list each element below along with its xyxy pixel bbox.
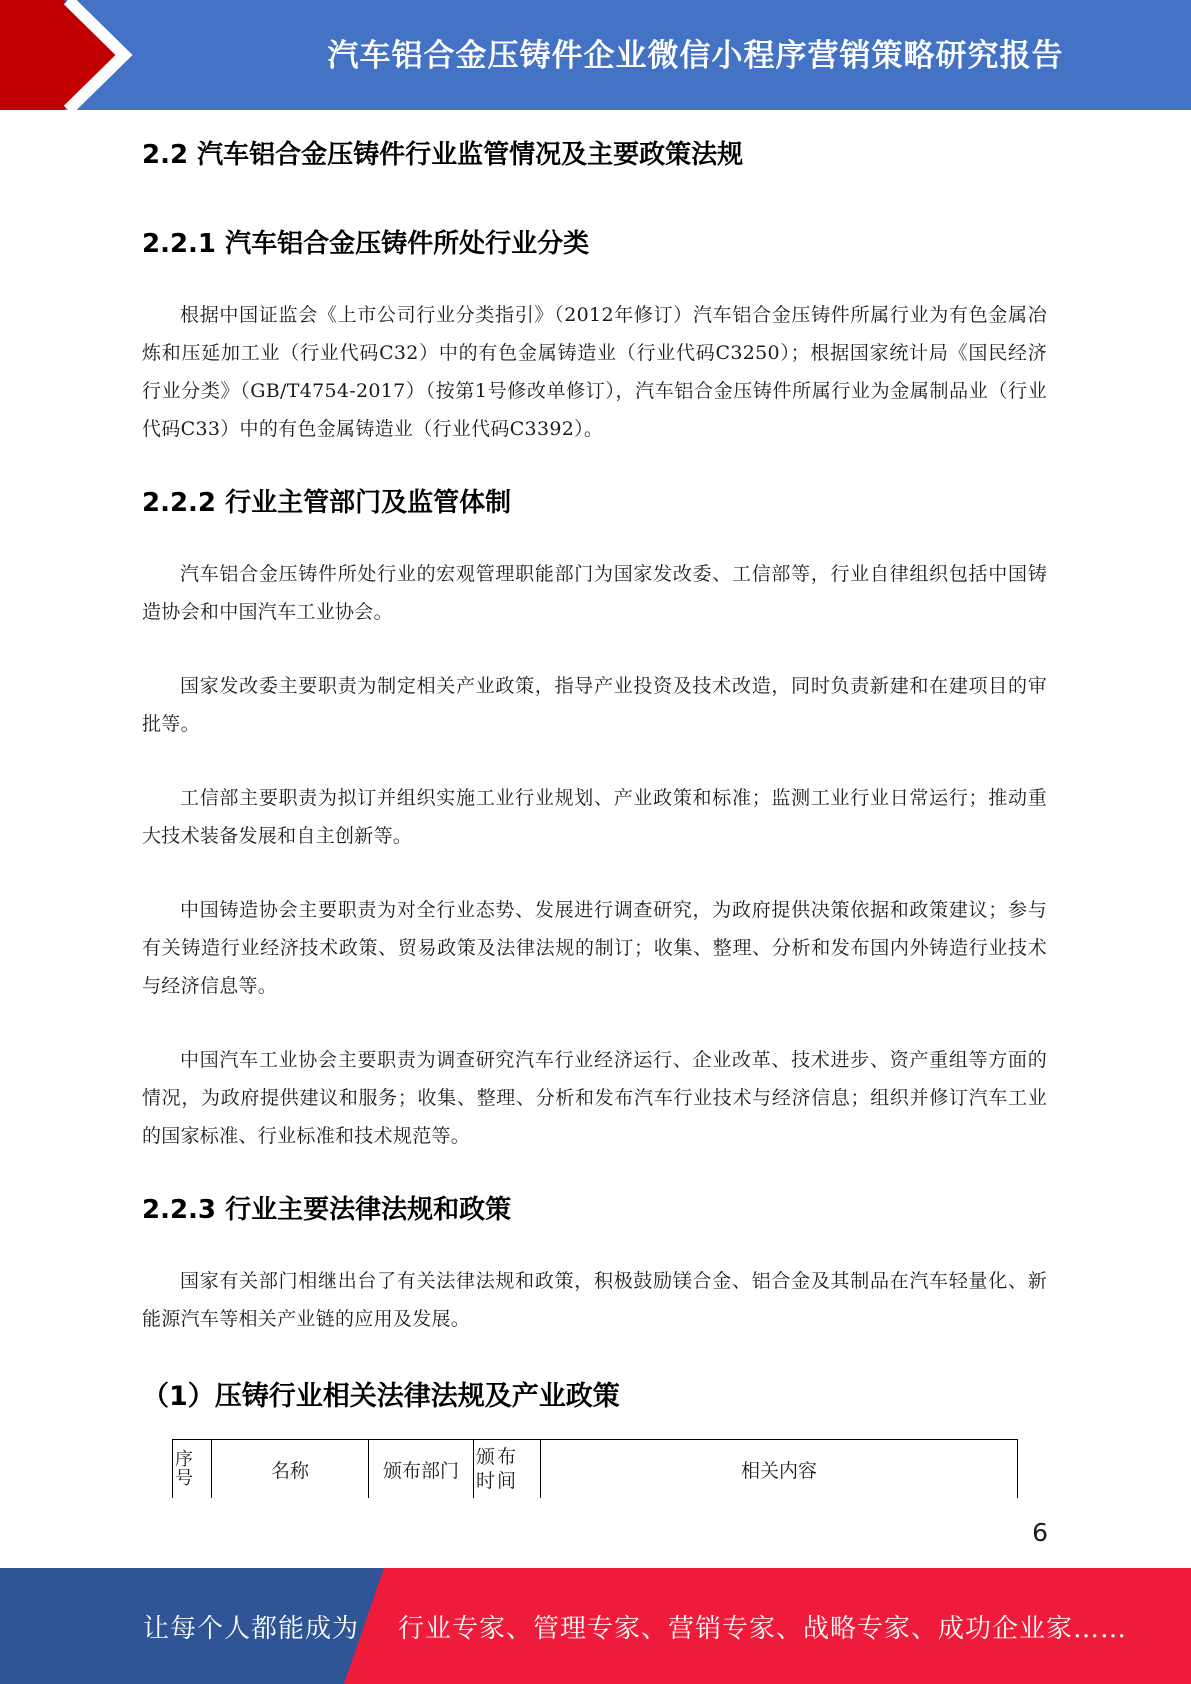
page-footer-banner xyxy=(0,1568,1191,1684)
page-header-banner xyxy=(0,0,1191,110)
paragraph-regulators: 汽车铝合金压铸件所处行业的宏观管理职能部门为国家发改委、工信部等，行业自律组织包括中国铸造协会和中国汽车工业协会。 xyxy=(142,563,1047,623)
paragraph-classification: 根据中国证监会《上市公司行业分类指引》（2012年修订）汽车铝合金压铸件所属行业为有色金属冶炼和压延加工业（行业代码C32）中的有色金属铸造业（行业代码C3250）；根据国家统计局《国民经济行业分类》（GB/T4754-2017）（按第1号修改单修订），汽车铝合金压铸件所属行业为金属制品业（行业代码C33）中的有色金属铸造业（行业代码C3392）。 xyxy=(142,304,1047,440)
column-header-content: 相关内容 xyxy=(541,1440,1018,1499)
column-header-name: 名称 xyxy=(212,1440,369,1499)
policy-table xyxy=(172,1439,1018,1498)
column-header-department: 颁布部门 xyxy=(369,1440,474,1499)
report-title: 汽车铝合金压铸件企业微信小程序营销策略研究报告 xyxy=(327,38,1064,74)
section-heading: 2.2 汽车铝合金压铸件行业监管情况及主要政策法规 xyxy=(142,140,744,170)
subsection-heading-regulation: 2.2.2 行业主管部门及监管体制 xyxy=(142,488,512,518)
column-header-date: 颁布时间 xyxy=(474,1440,541,1499)
policy-table-wrapper xyxy=(172,1439,1047,1498)
footer-slogan-right: 行业专家、管理专家、营销专家、战略专家、成功企业家…… xyxy=(398,1614,1128,1644)
page-number: 6 xyxy=(1032,1518,1048,1547)
paragraph-laws-intro: 国家有关部门相继出台了有关法律法规和政策，积极鼓励镁合金、铝合金及其制品在汽车轻量化、新能源汽车等相关产业链的应用及发展。 xyxy=(142,1270,1047,1330)
table-header-row xyxy=(173,1440,1018,1499)
paragraph-miit: 工信部主要职责为拟订并组织实施工业行业规划、产业政策和标准；监测工业行业日常运行；推动重大技术装备发展和自主创新等。 xyxy=(142,787,1047,847)
subsection-heading-laws: 2.2.3 行业主要法律法规和政策 xyxy=(142,1195,512,1225)
paragraph-foundry-association: 中国铸造协会主要职责为对全行业态势、发展进行调查研究，为政府提供决策依据和政策建议；参与有关铸造行业经济技术政策、贸易政策及法律法规的制订；收集、整理、分析和发布国内外铸造行业技术与经济信息等。 xyxy=(142,899,1047,997)
subheading-die-casting-policies: （1）压铸行业相关法律法规及产业政策 xyxy=(142,1381,620,1412)
paragraph-ndrc: 国家发改委主要职责为制定相关产业政策，指导产业投资及技术改造，同时负责新建和在建项目的审批等。 xyxy=(142,675,1047,735)
column-header-no: 序号 xyxy=(173,1440,212,1499)
document-body xyxy=(142,128,1047,1498)
subsection-heading-classification: 2.2.1 汽车铝合金压铸件所处行业分类 xyxy=(142,229,590,259)
footer-slogan-left: 让每个人都能成为 xyxy=(143,1614,360,1644)
paragraph-auto-association: 中国汽车工业协会主要职责为调查研究汽车行业经济运行、企业改革、技术进步、资产重组等方面的情况，为政府提供建议和服务；收集、整理、分析和发布汽车行业技术与经济信息；组织并修订汽车工业的国家标准、行业标准和技术规范等。 xyxy=(142,1049,1047,1147)
red-arrow-decoration xyxy=(0,0,170,110)
